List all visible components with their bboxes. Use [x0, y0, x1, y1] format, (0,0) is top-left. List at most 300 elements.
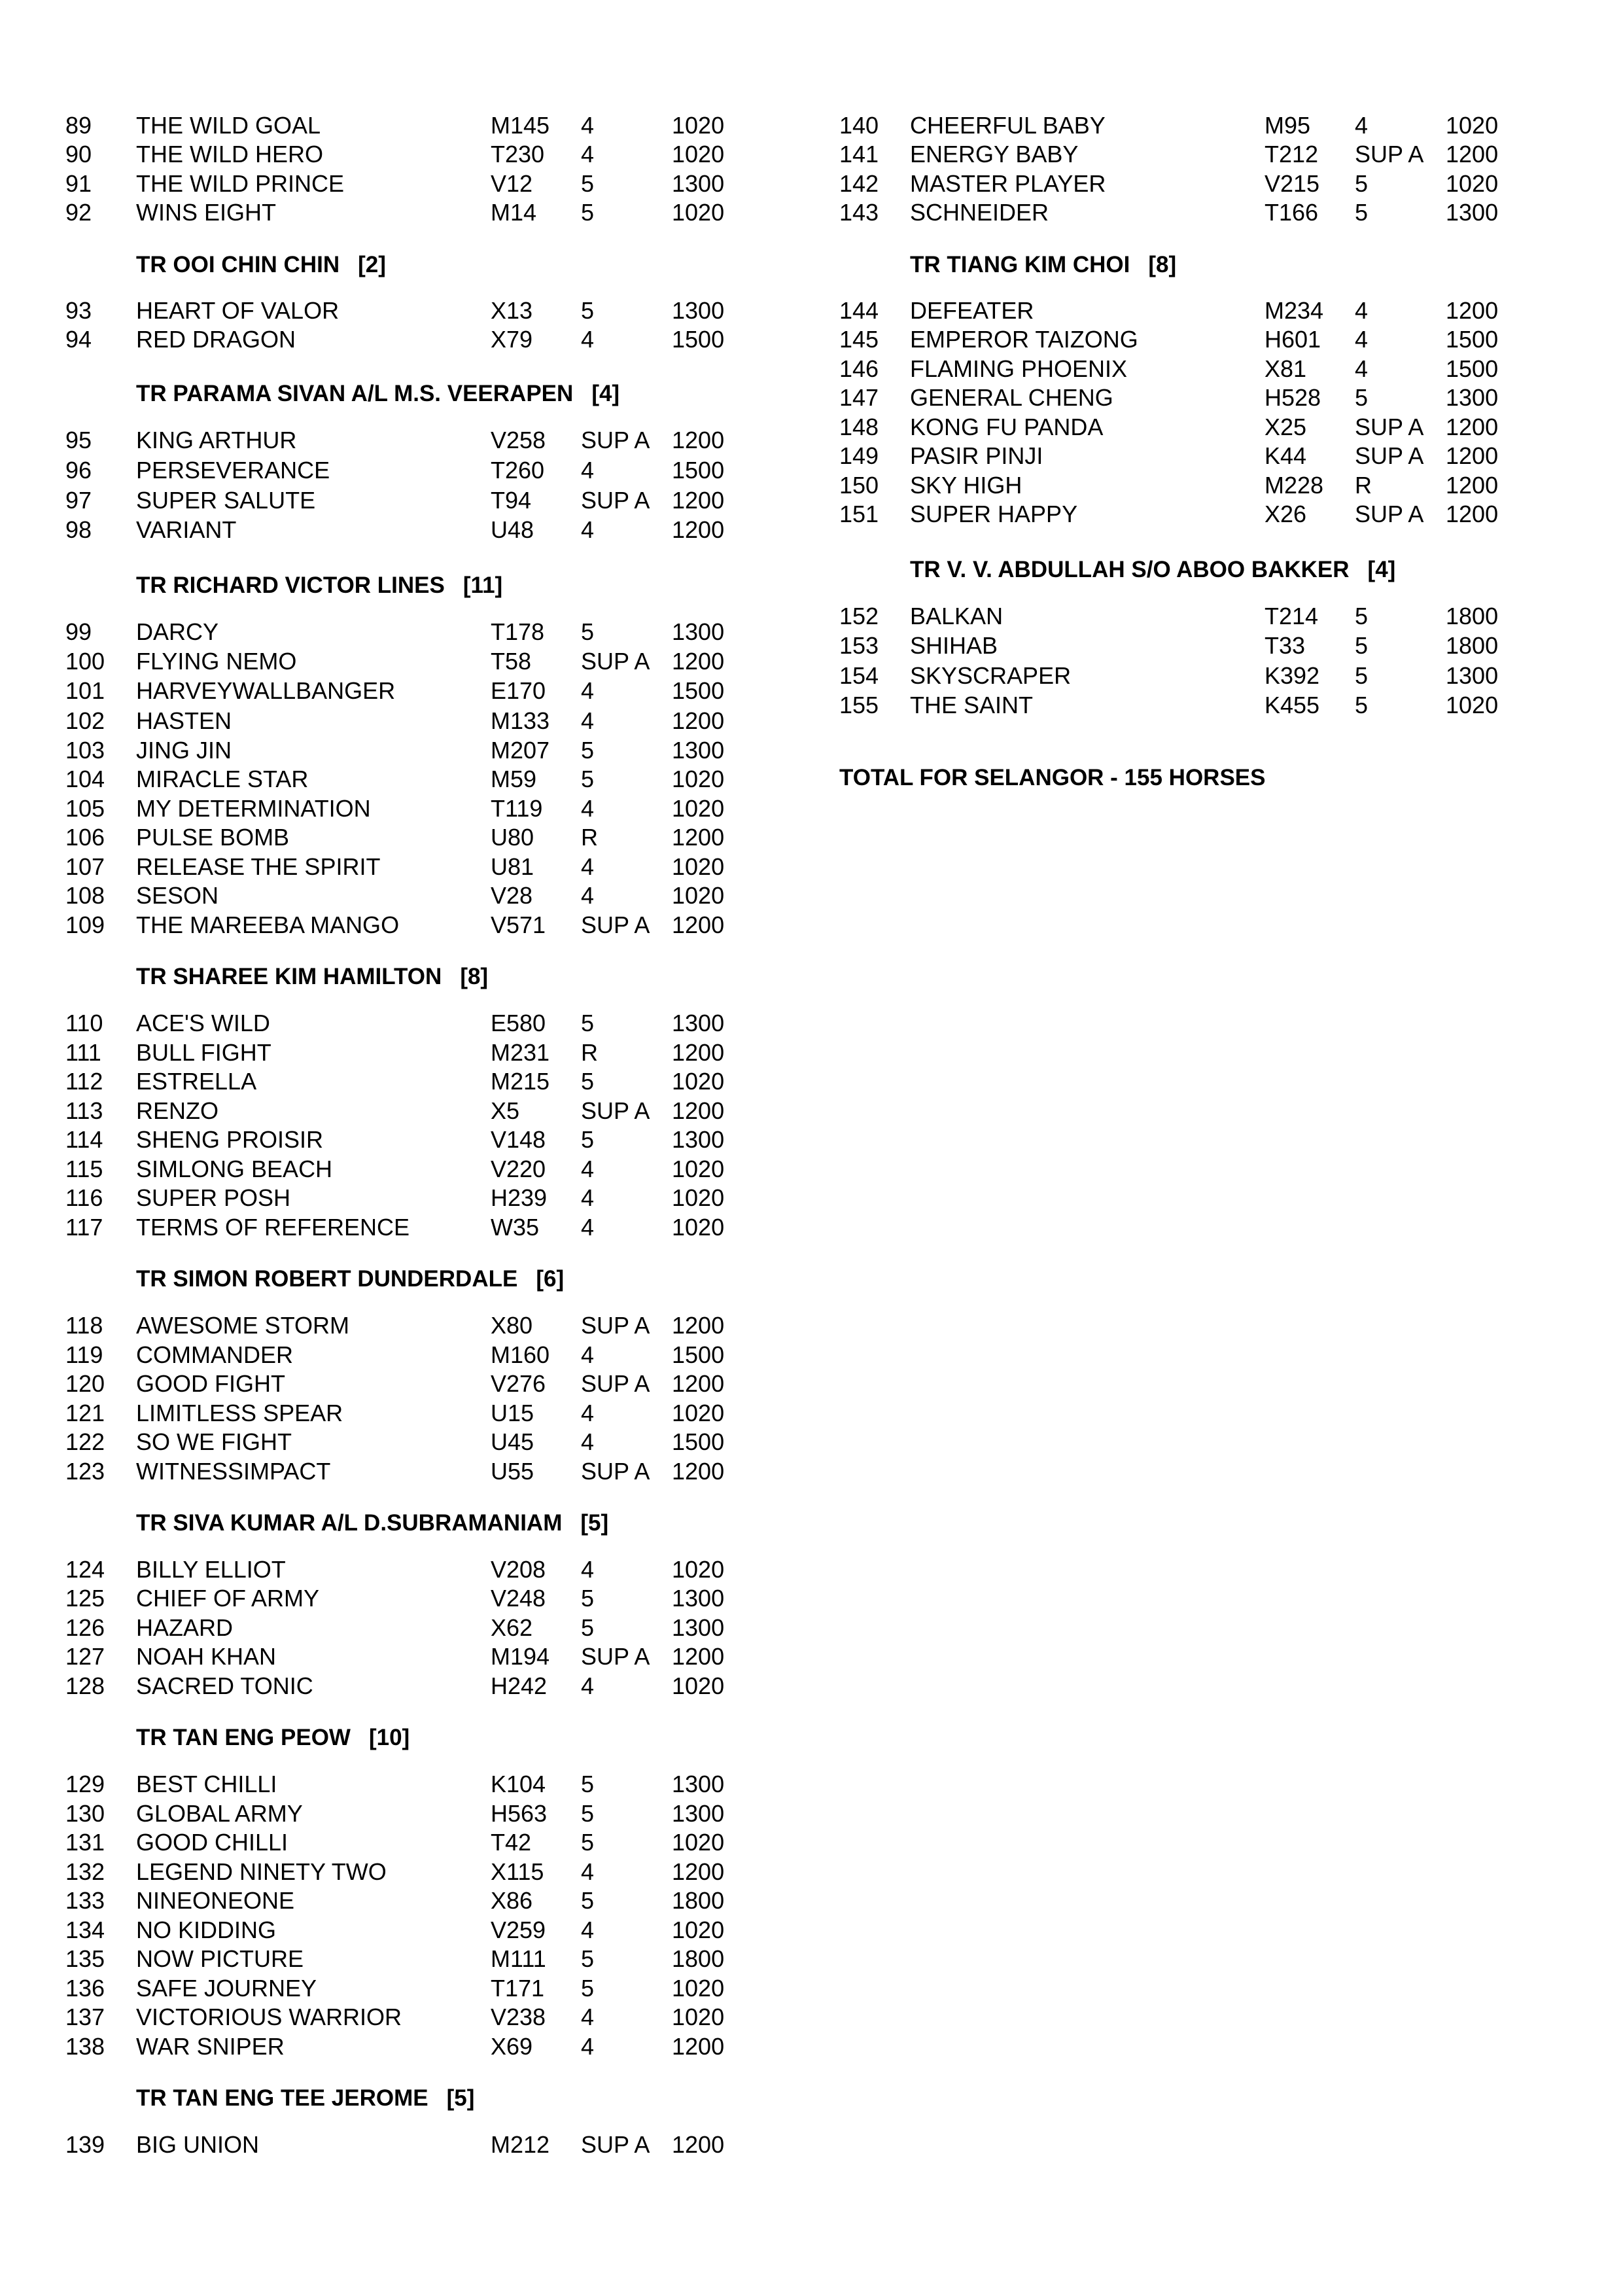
horse-code: U48: [491, 516, 534, 543]
horse-code: X79: [491, 326, 533, 353]
horse-rating: 1200: [672, 1858, 725, 1885]
horse-number: 91: [65, 170, 92, 197]
horse-number: 144: [839, 297, 879, 324]
horse-grade: 4: [581, 1156, 595, 1182]
horse-grade: 5: [581, 1010, 595, 1036]
horse-grade: 4: [581, 1428, 595, 1455]
horse-number: 151: [839, 501, 879, 527]
horse-name: THE WILD PRINCE: [136, 170, 345, 197]
horse-name: TERMS OF REFERENCE: [136, 1214, 410, 1241]
horse-grade: SUP A: [581, 1643, 650, 1670]
horse-code: M145: [491, 112, 550, 139]
horse-number: 99: [65, 618, 92, 645]
horse-grade: 5: [581, 170, 595, 197]
trainer-horse-count: [6]: [536, 1266, 565, 1292]
horse-code: X86: [491, 1887, 533, 1914]
horse-number: 131: [65, 1829, 105, 1856]
horse-rating: 1200: [672, 1097, 725, 1124]
horse-grade: 5: [581, 297, 595, 324]
horse-code: T260: [491, 457, 545, 484]
horse-rating: 1300: [672, 1800, 725, 1827]
trainer-name: TR SHAREE KIM HAMILTON: [136, 964, 442, 989]
horse-grade: 4: [1355, 355, 1369, 382]
trainer-header: [136, 1509, 608, 1538]
horse-code: T42: [491, 1829, 532, 1856]
horse-name: MY DETERMINATION: [136, 795, 371, 822]
horse-code: X25: [1265, 414, 1307, 440]
horse-code: V208: [491, 1556, 546, 1583]
horse-name: WINS EIGHT: [136, 199, 276, 226]
horse-rating: 1300: [672, 1010, 725, 1036]
horse-rating: 1300: [1446, 662, 1499, 689]
horse-number: 123: [65, 1458, 105, 1485]
horse-code: K392: [1265, 662, 1320, 689]
trainer-header: [136, 2084, 474, 2113]
horse-rating: 1020: [672, 1556, 725, 1583]
trainer-horse-count: [4]: [1367, 557, 1396, 582]
horse-rating: 1020: [1446, 692, 1499, 718]
horse-grade: 5: [1355, 199, 1369, 226]
horse-grade: SUP A: [1355, 501, 1424, 527]
horse-rating: 1020: [1446, 170, 1499, 197]
horse-name: MIRACLE STAR: [136, 766, 309, 792]
horse-grade: 4: [581, 1916, 595, 1943]
horse-name: NOAH KHAN: [136, 1643, 277, 1670]
horse-rating: 1200: [1446, 442, 1499, 469]
horse-grade: 4: [581, 141, 595, 168]
trainer-name: TR TAN ENG PEOW: [136, 1725, 351, 1750]
horse-number: 108: [65, 882, 105, 909]
trainer-name: TR SIVA KUMAR A/L D.SUBRAMANIAM: [136, 1510, 563, 1536]
horse-name: BILLY ELLIOT: [136, 1556, 286, 1583]
horse-number: 135: [65, 1945, 105, 1972]
horse-code: V258: [491, 427, 546, 453]
horse-name: SUPER HAPPY: [910, 501, 1078, 527]
horse-grade: SUP A: [581, 911, 650, 938]
horse-code: T171: [491, 1975, 545, 2002]
horse-grade: 5: [581, 1887, 595, 1914]
horse-number: 119: [65, 1341, 103, 1368]
trainer-horse-count: [4]: [591, 381, 620, 406]
horse-rating: 1200: [672, 1312, 725, 1339]
horse-code: X5: [491, 1097, 520, 1124]
horse-number: 147: [839, 384, 879, 411]
horse-name: NINEONEONE: [136, 1887, 295, 1914]
horse-number: 133: [65, 1887, 105, 1914]
horse-rating: 1500: [672, 326, 725, 353]
horse-name: BALKAN: [910, 603, 1003, 629]
horse-code: V12: [491, 170, 533, 197]
horse-number: 113: [65, 1097, 103, 1124]
horse-name: KING ARTHUR: [136, 427, 297, 453]
horse-name: CHEERFUL BABY: [910, 112, 1106, 139]
horse-grade: R: [581, 824, 598, 851]
horse-rating: 1200: [1446, 414, 1499, 440]
horse-name: FLYING NEMO: [136, 648, 297, 675]
horse-code: H239: [491, 1184, 548, 1211]
horse-name: BULL FIGHT: [136, 1039, 271, 1066]
horse-code: M111: [491, 1945, 546, 1972]
trainer-name: TR RICHARD VICTOR LINES: [136, 573, 445, 598]
horse-name: WITNESSIMPACT: [136, 1458, 331, 1485]
horse-name: NOW PICTURE: [136, 1945, 304, 1972]
trainer-name: TR PARAMA SIVAN A/L M.S. VEERAPEN: [136, 381, 574, 406]
horse-number: 100: [65, 648, 105, 675]
horse-name: ESTRELLA: [136, 1068, 257, 1095]
horse-name: SUPER SALUTE: [136, 487, 316, 514]
horse-grade: 5: [1355, 384, 1369, 411]
horse-number: 126: [65, 1614, 105, 1641]
trainer-header: [136, 1265, 564, 1294]
horse-name: SIMLONG BEACH: [136, 1156, 333, 1182]
horse-grade: 4: [1355, 112, 1369, 139]
trainer-header: [910, 251, 1176, 279]
horse-number: 148: [839, 414, 879, 440]
horse-number: 105: [65, 795, 105, 822]
horse-grade: SUP A: [581, 427, 650, 453]
horse-name: SKY HIGH: [910, 472, 1022, 499]
horse-name: SHIHAB: [910, 632, 998, 659]
horse-number: 129: [65, 1771, 105, 1797]
horse-grade: R: [581, 1039, 598, 1066]
horse-rating: 1500: [672, 1341, 725, 1368]
horse-rating: 1200: [672, 1643, 725, 1670]
horse-code: M231: [491, 1039, 550, 1066]
horse-name: THE SAINT: [910, 692, 1034, 718]
horse-grade: 4: [581, 882, 595, 909]
horse-rating: 1020: [672, 112, 725, 139]
horse-rating: 1200: [672, 1039, 725, 1066]
horse-rating: 1300: [1446, 199, 1499, 226]
horse-rating: 1200: [672, 648, 725, 675]
horse-code: K44: [1265, 442, 1307, 469]
horse-rating: 1200: [1446, 501, 1499, 527]
horse-name: GLOBAL ARMY: [136, 1800, 303, 1827]
horse-code: X69: [491, 2033, 533, 2060]
horse-code: V238: [491, 2004, 546, 2030]
horse-code: T178: [491, 618, 545, 645]
horse-number: 138: [65, 2033, 105, 2060]
horse-code: M194: [491, 1643, 550, 1670]
horse-grade: 4: [581, 516, 595, 543]
horse-code: H528: [1265, 384, 1321, 411]
trainer-horse-count: [2]: [358, 252, 386, 277]
horse-rating: 1300: [672, 737, 725, 764]
horse-number: 128: [65, 1672, 105, 1699]
horse-number: 106: [65, 824, 105, 851]
horse-rating: 1200: [672, 1370, 725, 1397]
horse-grade: 4: [581, 2004, 595, 2030]
horse-grade: 5: [581, 766, 595, 792]
horse-rating: 1020: [672, 1400, 725, 1426]
horse-grade: 5: [581, 618, 595, 645]
horse-name: THE MAREEBA MANGO: [136, 911, 400, 938]
horse-number: 127: [65, 1643, 105, 1670]
horse-grade: 4: [581, 707, 595, 734]
horse-name: EMPEROR TAIZONG: [910, 326, 1138, 353]
horse-code: M234: [1265, 297, 1324, 324]
horse-number: 140: [839, 112, 879, 139]
horse-name: BEST CHILLI: [136, 1771, 277, 1797]
horse-number: 146: [839, 355, 879, 382]
horse-grade: 4: [581, 853, 595, 880]
horse-code: T230: [491, 141, 545, 168]
horse-number: 98: [65, 516, 92, 543]
trainer-name: TR V. V. ABDULLAH S/O ABOO BAKKER: [910, 557, 1350, 582]
horse-grade: 4: [581, 1858, 595, 1885]
horse-number: 115: [65, 1156, 103, 1182]
horse-code: M95: [1265, 112, 1311, 139]
horse-number: 114: [65, 1126, 103, 1153]
horse-rating: 1300: [1446, 384, 1499, 411]
horse-rating: 1020: [672, 1214, 725, 1241]
horse-code: H563: [491, 1800, 548, 1827]
horse-name: HASTEN: [136, 707, 232, 734]
horse-name: AWESOME STORM: [136, 1312, 350, 1339]
horse-grade: SUP A: [581, 1370, 650, 1397]
trainer-header: [136, 1723, 410, 1752]
horse-code: V220: [491, 1156, 546, 1182]
horse-number: 92: [65, 199, 92, 226]
horse-name: BIG UNION: [136, 2131, 260, 2158]
horse-grade: 4: [581, 1184, 595, 1211]
trainer-horse-count: [8]: [1148, 252, 1177, 277]
horse-code: T212: [1265, 141, 1319, 168]
horse-rating: 1200: [672, 487, 725, 514]
horse-name: RED DRAGON: [136, 326, 296, 353]
horse-grade: 5: [581, 1829, 595, 1856]
horse-number: 112: [65, 1068, 103, 1095]
horse-code: V248: [491, 1585, 546, 1612]
horse-code: X115: [491, 1858, 544, 1885]
horse-code: M228: [1265, 472, 1324, 499]
horse-number: 103: [65, 737, 105, 764]
horse-rating: 1020: [672, 1184, 725, 1211]
horse-name: NO KIDDING: [136, 1916, 277, 1943]
horse-number: 94: [65, 326, 92, 353]
horse-rating: 1020: [672, 1916, 725, 1943]
horse-rating: 1020: [672, 1672, 725, 1699]
horse-grade: SUP A: [581, 1458, 650, 1485]
horse-name: DEFEATER: [910, 297, 1034, 324]
horse-grade: SUP A: [581, 487, 650, 514]
horse-name: JING JIN: [136, 737, 232, 764]
horse-number: 142: [839, 170, 879, 197]
horse-number: 143: [839, 199, 879, 226]
horse-grade: 4: [581, 1400, 595, 1426]
horse-number: 132: [65, 1858, 105, 1885]
horse-code: V571: [491, 911, 546, 938]
horse-name: HEART OF VALOR: [136, 297, 340, 324]
horse-name: COMMANDER: [136, 1341, 293, 1368]
horse-grade: SUP A: [1355, 141, 1424, 168]
horse-code: V276: [491, 1370, 546, 1397]
horse-number: 110: [65, 1010, 103, 1036]
horse-rating: 1800: [1446, 632, 1499, 659]
horse-rating: 1020: [1446, 112, 1499, 139]
horse-number: 104: [65, 766, 105, 792]
trainer-horse-count: [5]: [446, 2085, 475, 2111]
horse-number: 139: [65, 2131, 105, 2158]
trainer-horse-count: [11]: [462, 573, 503, 598]
trainer-horse-count: [8]: [460, 964, 489, 989]
horse-code: T94: [491, 487, 532, 514]
horse-grade: 5: [581, 1068, 595, 1095]
horse-code: M160: [491, 1341, 550, 1368]
horse-name: DARCY: [136, 618, 219, 645]
horse-rating: 1020: [672, 766, 725, 792]
horse-number: 97: [65, 487, 92, 514]
horse-code: V215: [1265, 170, 1320, 197]
horse-rating: 1500: [672, 1428, 725, 1455]
horse-rating: 1020: [672, 141, 725, 168]
horse-rating: 1300: [672, 1585, 725, 1612]
horse-rating: 1020: [672, 199, 725, 226]
horse-grade: 4: [581, 2033, 595, 2060]
total-summary: TOTAL FOR SELANGOR - 155 HORSES: [839, 765, 1266, 790]
horse-rating: 1020: [672, 2004, 725, 2030]
horse-number: 150: [839, 472, 879, 499]
horse-name: THE WILD GOAL: [136, 112, 321, 139]
horse-code: M212: [491, 2131, 550, 2158]
horse-grade: 5: [581, 199, 595, 226]
horse-code: M133: [491, 707, 550, 734]
horse-code: U80: [491, 824, 534, 851]
horse-grade: SUP A: [581, 648, 650, 675]
horse-number: 154: [839, 662, 879, 689]
horse-rating: 1200: [1446, 297, 1499, 324]
horse-code: V148: [491, 1126, 546, 1153]
horse-number: 90: [65, 141, 92, 168]
horse-name: GENERAL CHENG: [910, 384, 1113, 411]
horse-code: T119: [491, 795, 543, 822]
horse-rating: 1200: [672, 824, 725, 851]
horse-number: 95: [65, 427, 92, 453]
horse-name: VARIANT: [136, 516, 237, 543]
horse-name: PASIR PINJI: [910, 442, 1043, 469]
horse-rating: 1500: [672, 457, 725, 484]
horse-number: 124: [65, 1556, 105, 1583]
horse-grade: 5: [581, 737, 595, 764]
horse-name: ACE'S WILD: [136, 1010, 270, 1036]
horse-rating: 1020: [672, 795, 725, 822]
horse-code: E170: [491, 677, 546, 704]
horse-code: M59: [491, 766, 537, 792]
horse-rating: 1200: [672, 2131, 725, 2158]
horse-code: U81: [491, 853, 534, 880]
horse-code: E580: [491, 1010, 546, 1036]
horse-number: 116: [65, 1184, 103, 1211]
horse-number: 107: [65, 853, 105, 880]
horse-name: SCHNEIDER: [910, 199, 1049, 226]
horse-number: 149: [839, 442, 879, 469]
horse-name: FLAMING PHOENIX: [910, 355, 1128, 382]
horse-number: 145: [839, 326, 879, 353]
horse-grade: 4: [581, 1672, 595, 1699]
horse-rating: 1200: [672, 707, 725, 734]
trainer-horse-count: [5]: [580, 1510, 609, 1536]
horse-number: 101: [65, 677, 105, 704]
horse-rating: 1300: [672, 1614, 725, 1641]
horse-rating: 1020: [672, 1156, 725, 1182]
horse-code: V259: [491, 1916, 546, 1943]
horse-grade: 4: [1355, 326, 1369, 353]
horse-grade: 5: [1355, 632, 1369, 659]
horse-code: T58: [491, 648, 532, 675]
horse-grade: 4: [581, 1214, 595, 1241]
horse-number: 118: [65, 1312, 103, 1339]
horse-name: WAR SNIPER: [136, 2033, 285, 2060]
trainer-name: TR TAN ENG TEE JEROME: [136, 2085, 428, 2111]
trainer-name: TR TIANG KIM CHOI: [910, 252, 1130, 277]
horse-code: T166: [1265, 199, 1319, 226]
horse-name: PERSEVERANCE: [136, 457, 330, 484]
horse-rating: 1200: [672, 1458, 725, 1485]
horse-grade: 4: [581, 457, 595, 484]
horse-number: 152: [839, 603, 879, 629]
horse-grade: 5: [581, 1126, 595, 1153]
horse-name: THE WILD HERO: [136, 141, 324, 168]
horse-rating: 1020: [672, 1068, 725, 1095]
horse-code: H601: [1265, 326, 1321, 353]
horse-number: 137: [65, 2004, 105, 2030]
horse-rating: 1300: [672, 1126, 725, 1153]
horse-grade: SUP A: [581, 1097, 650, 1124]
horse-number: 89: [65, 112, 92, 139]
horse-name: SESON: [136, 882, 219, 909]
horse-name: HAZARD: [136, 1614, 234, 1641]
horse-grade: 4: [581, 1556, 595, 1583]
horse-name: SUPER POSH: [136, 1184, 291, 1211]
horse-code: M14: [491, 199, 537, 226]
trainer-name: TR OOI CHIN CHIN: [136, 252, 340, 277]
horse-name: GOOD CHILLI: [136, 1829, 288, 1856]
horse-code: X80: [491, 1312, 533, 1339]
trainer-name: TR SIMON ROBERT DUNDERDALE: [136, 1266, 518, 1292]
horse-rating: 1800: [672, 1945, 725, 1972]
horse-name: GOOD FIGHT: [136, 1370, 285, 1397]
horse-code: X13: [491, 297, 533, 324]
horse-name: MASTER PLAYER: [910, 170, 1106, 197]
trainer-header: [136, 380, 620, 408]
horse-code: U55: [491, 1458, 534, 1485]
horse-code: X26: [1265, 501, 1307, 527]
trainer-header: [136, 251, 386, 279]
horse-grade: 5: [1355, 662, 1369, 689]
horse-code: V28: [491, 882, 533, 909]
horse-grade: SUP A: [581, 1312, 650, 1339]
horse-number: 122: [65, 1428, 105, 1455]
horse-code: W35: [491, 1214, 540, 1241]
horse-code: M207: [491, 737, 550, 764]
horse-rating: 1300: [672, 297, 725, 324]
horse-number: 125: [65, 1585, 105, 1612]
horse-grade: 5: [1355, 170, 1369, 197]
horse-rating: 1800: [672, 1887, 725, 1914]
horse-rating: 1200: [672, 911, 725, 938]
horse-code: X62: [491, 1614, 533, 1641]
horse-grade: 5: [581, 1585, 595, 1612]
horse-number: 134: [65, 1916, 105, 1943]
horse-grade: 5: [1355, 603, 1369, 629]
horse-name: LEGEND NINETY TWO: [136, 1858, 387, 1885]
horse-name: VICTORIOUS WARRIOR: [136, 2004, 402, 2030]
horse-code: U15: [491, 1400, 534, 1426]
horse-grade: 4: [581, 1341, 595, 1368]
horse-name: SAFE JOURNEY: [136, 1975, 317, 2002]
horse-grade: R: [1355, 472, 1372, 499]
horse-number: 121: [65, 1400, 105, 1426]
